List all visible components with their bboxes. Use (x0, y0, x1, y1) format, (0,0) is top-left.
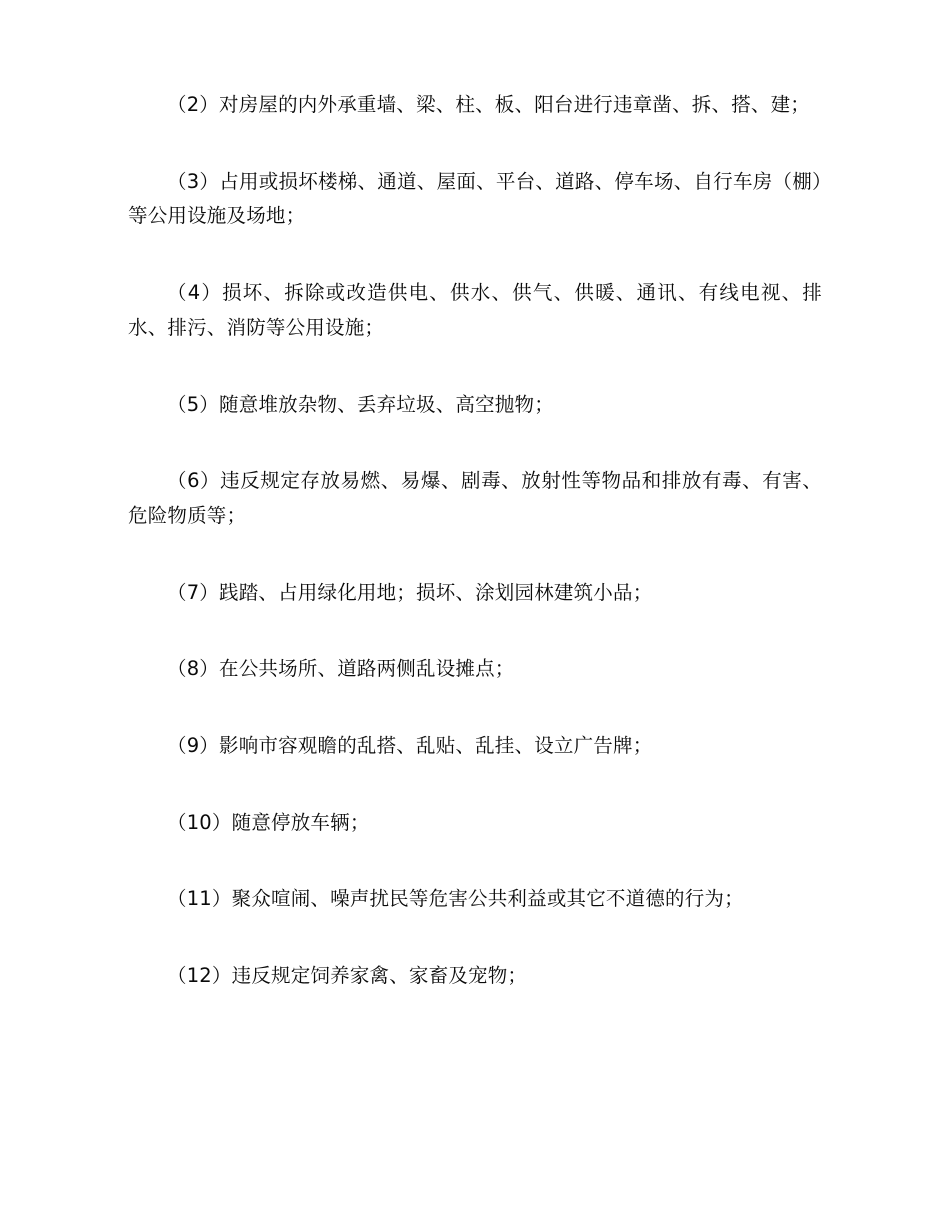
paragraph-item-5: （5）随意堆放杂物、丢弃垃圾、高空抛物； (167, 392, 554, 416)
paragraph-item-3: （3）占用或损坏楼梯、通道、屋面、平台、道路、停车场、自行车房（棚）等公用设施及场地； (128, 169, 822, 228)
paragraph-item-10: （10）随意停放车辆； (167, 810, 370, 834)
document-body (128, 88, 822, 994)
paragraph-item-6: （6）违反规定存放易燃、易爆、剧毒、放射性等物品和排放有毒、有害、危险物质等； (128, 469, 822, 527)
paragraph-item-7: （7）践踏、占用绿化用地；损坏、涂划园林建筑小品； (167, 580, 653, 604)
paragraph-item-8: （8）在公共场所、道路两侧乱设摊点； (167, 657, 515, 681)
paragraph-item-2: （2）对房屋的内外承重墙、梁、柱、板、阳台进行违章凿、拆、搭、建； (167, 93, 811, 116)
paragraph-item-4: （4）损坏、拆除或改造供电、供水、供气、供暖、通讯、有线电视、排水、排污、消防等公用设施； (128, 281, 822, 339)
paragraph-item-12: （12）违反规定饲养家禽、家畜及宠物； (167, 964, 528, 988)
paragraph-item-11: （11）聚众喧闹、噪声扰民等危害公共利益或其它不道德的行为； (167, 887, 744, 911)
paragraph-item-9: （9）影响市容观瞻的乱搭、乱贴、乱挂、设立广告牌； (167, 734, 653, 758)
